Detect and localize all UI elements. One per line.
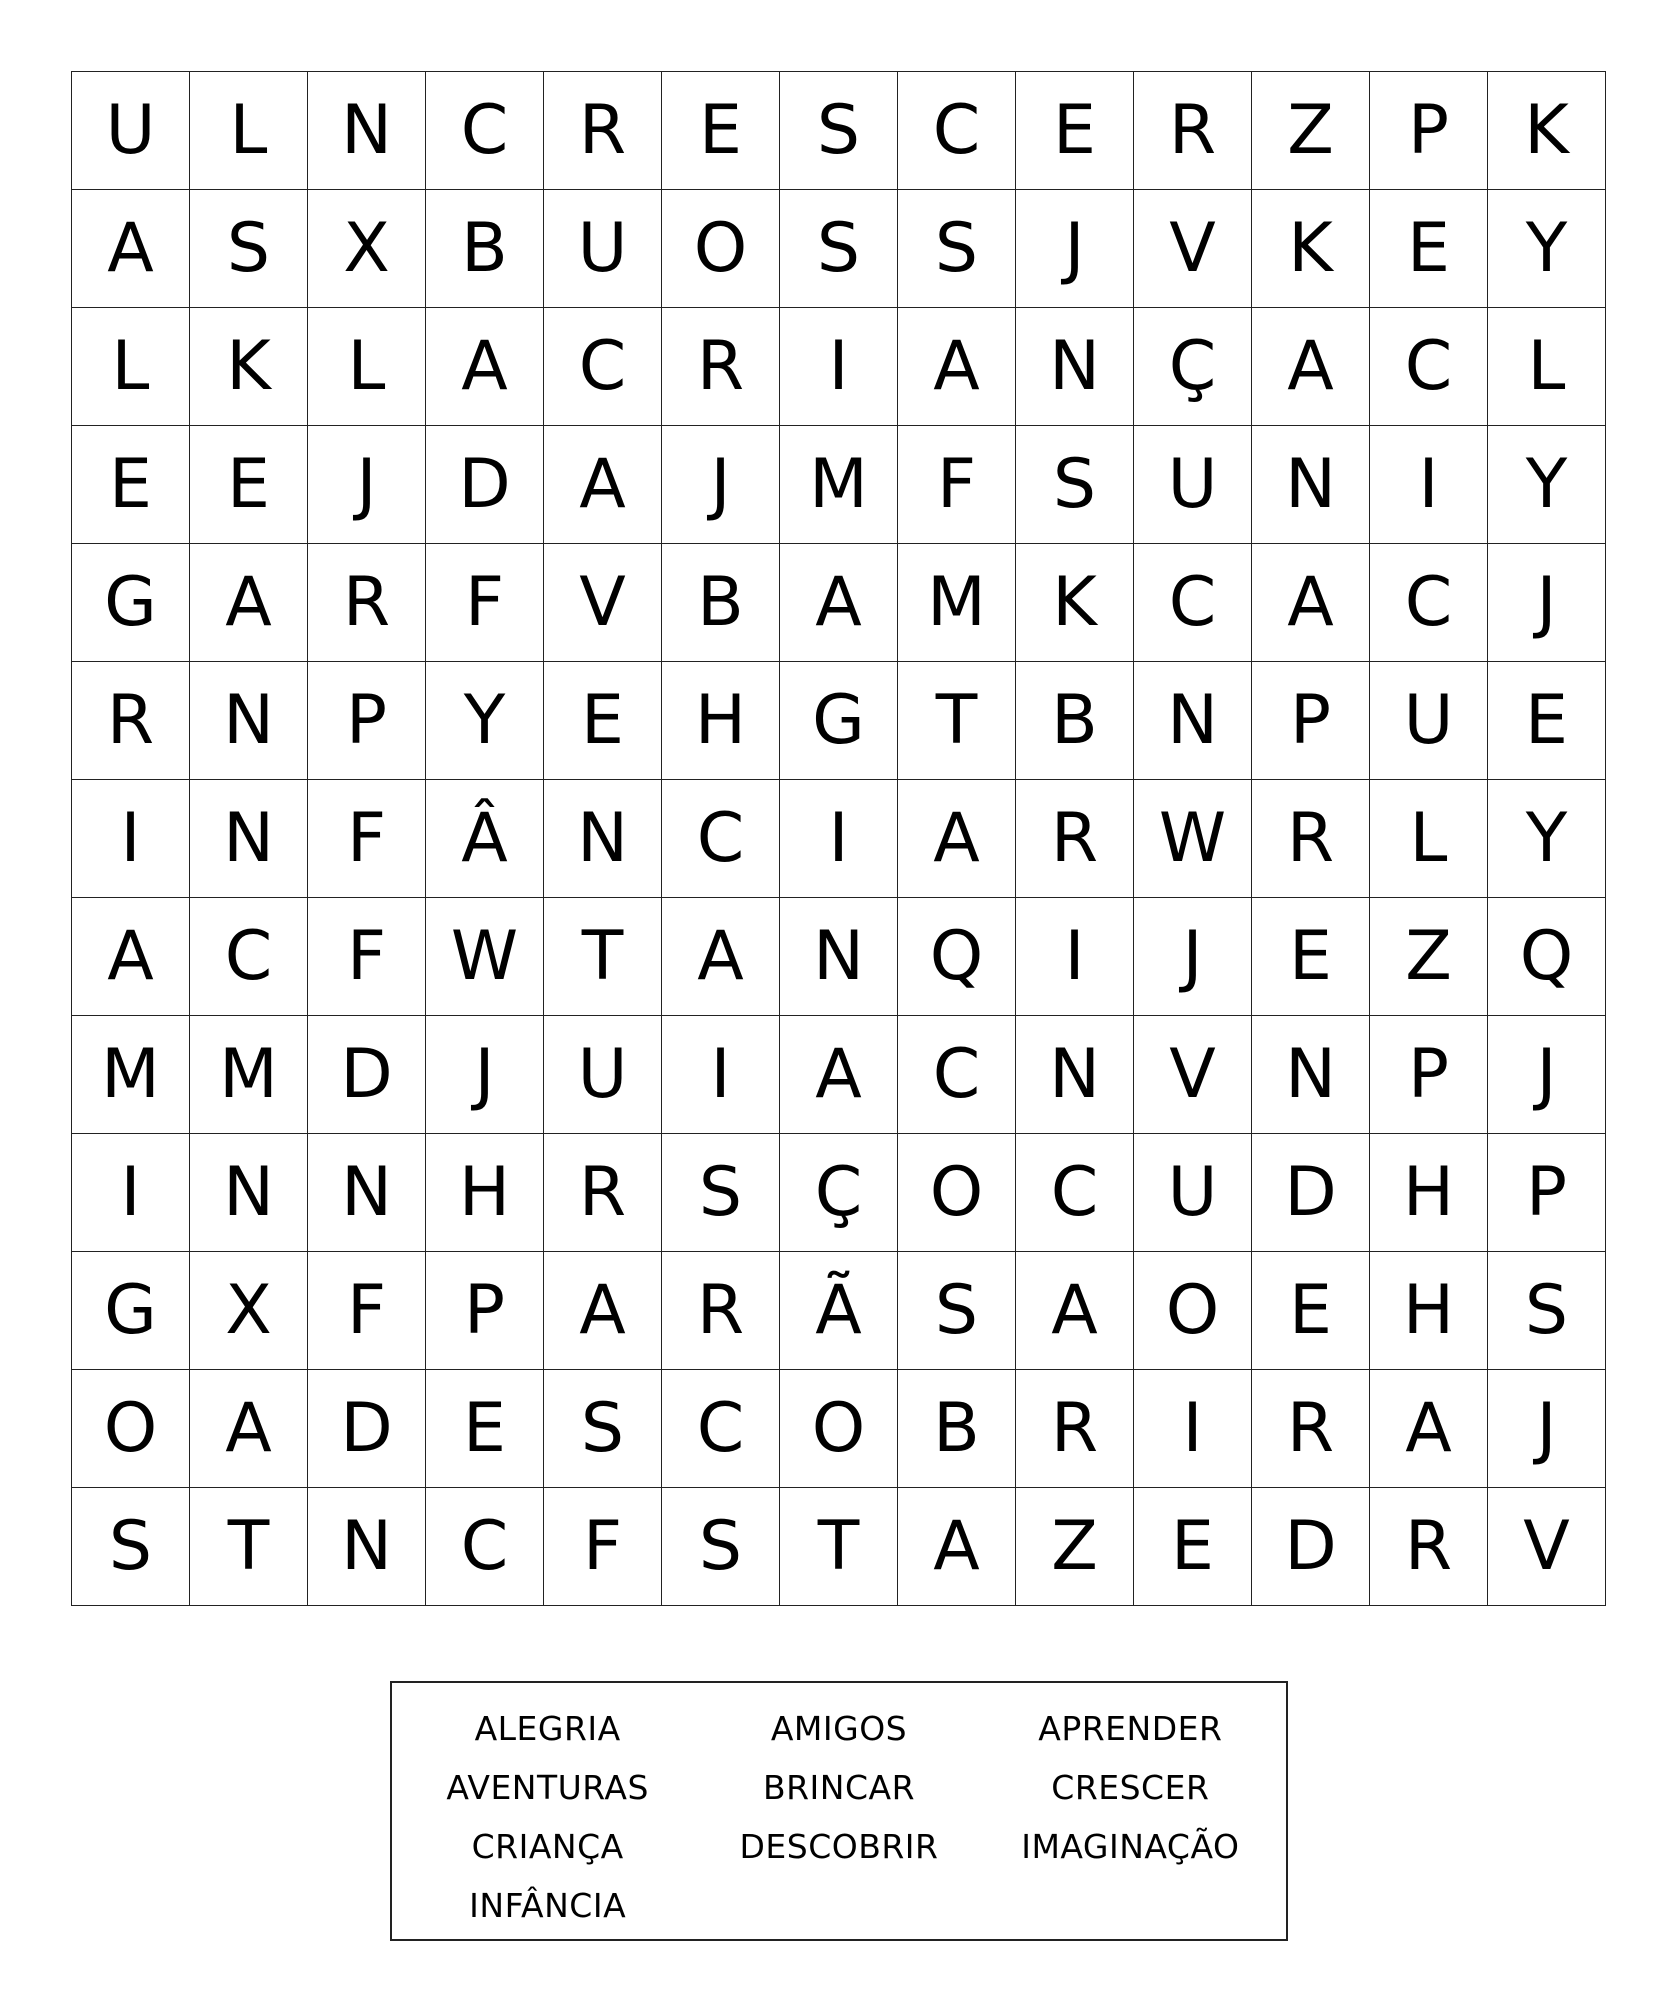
grid-cell[interactable]: T [780,1488,898,1606]
grid-cell[interactable]: S [780,190,898,308]
grid-cell[interactable]: J [426,1016,544,1134]
grid-cell[interactable]: E [1370,190,1488,308]
grid-cell[interactable]: P [1252,662,1370,780]
grid-cell[interactable]: P [1370,72,1488,190]
grid-cell[interactable]: D [426,426,544,544]
grid-cell[interactable]: N [190,662,308,780]
grid-cell[interactable]: P [426,1252,544,1370]
grid-cell[interactable]: N [1016,308,1134,426]
grid-cell[interactable]: I [72,780,190,898]
grid-cell[interactable]: Y [1488,426,1606,544]
grid-cell[interactable]: M [898,544,1016,662]
grid-cell[interactable]: S [662,1134,780,1252]
grid-cell[interactable]: O [662,190,780,308]
grid-cell[interactable]: E [426,1370,544,1488]
grid-cell[interactable]: S [898,190,1016,308]
grid-cell[interactable]: C [662,780,780,898]
grid-cell[interactable]: C [898,72,1016,190]
grid-cell[interactable]: Z [1252,72,1370,190]
grid-cell[interactable]: A [1252,308,1370,426]
grid-cell[interactable]: Y [426,662,544,780]
grid-cell[interactable]: S [190,190,308,308]
grid-cell[interactable]: C [898,1016,1016,1134]
grid-cell[interactable]: B [426,190,544,308]
grid-cell[interactable]: Z [1016,1488,1134,1606]
grid-cell[interactable]: M [190,1016,308,1134]
grid-cell[interactable]: A [426,308,544,426]
grid-cell[interactable]: F [308,1252,426,1370]
grid-cell[interactable]: X [308,190,426,308]
grid-cell[interactable]: S [662,1488,780,1606]
grid-cell[interactable]: P [1488,1134,1606,1252]
grid-cell[interactable]: S [898,1252,1016,1370]
grid-cell[interactable]: O [1134,1252,1252,1370]
grid-cell[interactable]: A [190,544,308,662]
grid-cell[interactable]: R [1252,1370,1370,1488]
grid-cell[interactable]: U [544,190,662,308]
grid-cell[interactable]: J [1488,1370,1606,1488]
grid-cell[interactable]: R [662,308,780,426]
grid-cell[interactable]: R [1134,72,1252,190]
grid-cell[interactable]: V [1134,1016,1252,1134]
word-list-item: CRESCER [1051,1768,1210,1807]
word-list-box [390,1681,1288,1941]
grid-cell[interactable]: E [1252,1252,1370,1370]
grid-cell[interactable]: A [780,544,898,662]
word-list-item: INFÂNCIA [469,1886,627,1925]
grid-cell[interactable]: N [544,780,662,898]
grid-cell[interactable]: G [72,544,190,662]
grid-cell[interactable]: T [190,1488,308,1606]
grid-cell[interactable]: C [1016,1134,1134,1252]
word-list-item: AMIGOS [770,1709,908,1748]
grid-cell[interactable]: Y [1488,190,1606,308]
grid-cell[interactable]: N [780,898,898,1016]
grid-cell[interactable]: R [1370,1488,1488,1606]
grid-cell[interactable]: C [544,308,662,426]
grid-cell[interactable]: U [72,72,190,190]
grid-cell[interactable]: P [308,662,426,780]
grid-cell[interactable]: U [1134,1134,1252,1252]
grid-cell[interactable]: A [72,190,190,308]
grid-cell[interactable]: J [1134,898,1252,1016]
grid-cell[interactable]: H [1370,1252,1488,1370]
word-list [392,1683,1286,1935]
grid-cell[interactable]: C [426,1488,544,1606]
grid-cell[interactable]: I [662,1016,780,1134]
grid-cell[interactable]: L [190,72,308,190]
grid-cell[interactable]: F [308,898,426,1016]
grid-cell[interactable]: Y [1488,780,1606,898]
grid-cell[interactable]: R [544,72,662,190]
grid-cell[interactable]: S [72,1488,190,1606]
grid-cell[interactable]: P [1370,1016,1488,1134]
grid-cell[interactable]: E [72,426,190,544]
word-list-item: DESCOBRIR [739,1827,939,1866]
grid-cell[interactable]: H [662,662,780,780]
grid-cell[interactable]: J [308,426,426,544]
grid-cell[interactable]: Q [898,898,1016,1016]
grid-cell[interactable]: I [780,780,898,898]
grid-cell[interactable]: A [898,780,1016,898]
grid-cell[interactable]: S [1488,1252,1606,1370]
grid-cell[interactable]: J [1488,544,1606,662]
grid-cell[interactable]: F [544,1488,662,1606]
grid-cell[interactable]: I [1370,426,1488,544]
grid-cell[interactable]: N [1016,1016,1134,1134]
grid-cell[interactable]: N [190,780,308,898]
grid-cell[interactable]: A [898,308,1016,426]
grid-cell[interactable]: Ç [1134,308,1252,426]
grid-cell[interactable]: T [898,662,1016,780]
grid-cell[interactable]: H [426,1134,544,1252]
grid-cell[interactable]: R [662,1252,780,1370]
word-list-item: BRINCAR [762,1768,916,1807]
grid-cell[interactable]: U [1370,662,1488,780]
grid-cell[interactable]: Q [1488,898,1606,1016]
grid-cell[interactable]: K [1252,190,1370,308]
grid-cell[interactable]: W [1134,780,1252,898]
grid-cell[interactable]: I [1134,1370,1252,1488]
grid-cell[interactable]: L [1370,780,1488,898]
grid-cell[interactable]: S [544,1370,662,1488]
grid-cell[interactable]: C [1370,544,1488,662]
grid-cell[interactable]: A [1016,1252,1134,1370]
grid-cell[interactable]: N [1252,1016,1370,1134]
grid-cell[interactable]: O [898,1134,1016,1252]
word-list-item: IMAGINAÇÃO [1021,1827,1240,1866]
word-list-item: CRIANÇA [471,1827,624,1866]
grid-cell[interactable]: U [1134,426,1252,544]
grid-cell[interactable]: E [1252,898,1370,1016]
grid-cell[interactable]: E [1134,1488,1252,1606]
grid-cell[interactable]: K [1488,72,1606,190]
grid-cell[interactable]: S [1016,426,1134,544]
word-list-item: APRENDER [1038,1709,1223,1748]
grid-cell[interactable]: C [1370,308,1488,426]
letter-grid [71,71,1606,1606]
grid-cell[interactable]: A [190,1370,308,1488]
grid-cell[interactable]: H [1370,1134,1488,1252]
grid-cell[interactable]: R [1016,780,1134,898]
grid-cell[interactable]: C [1134,544,1252,662]
grid-cell[interactable]: L [1488,308,1606,426]
word-list-item: ALEGRIA [474,1709,621,1748]
grid-cell[interactable]: J [1016,190,1134,308]
grid-cell[interactable]: C [662,1370,780,1488]
grid-cell[interactable]: M [72,1016,190,1134]
grid-cell[interactable]: R [308,544,426,662]
grid-cell[interactable]: X [190,1252,308,1370]
grid-cell[interactable]: C [426,72,544,190]
grid-cell[interactable]: R [544,1134,662,1252]
grid-cell[interactable]: A [898,1488,1016,1606]
grid-cell[interactable]: Z [1370,898,1488,1016]
grid-cell[interactable]: C [190,898,308,1016]
grid-cell[interactable]: N [1252,426,1370,544]
grid-cell[interactable]: Ç [780,1134,898,1252]
grid-cell[interactable]: A [72,898,190,1016]
word-list-column [693,1699,984,1935]
grid-cell[interactable]: G [72,1252,190,1370]
grid-cell[interactable]: A [780,1016,898,1134]
grid-cell[interactable]: F [426,544,544,662]
grid-cell[interactable]: A [544,1252,662,1370]
grid-cell[interactable]: A [1370,1370,1488,1488]
grid-cell[interactable]: R [1252,780,1370,898]
grid-cell[interactable]: E [662,72,780,190]
grid-cell[interactable]: J [662,426,780,544]
grid-cell[interactable]: A [544,426,662,544]
grid-cell[interactable]: K [190,308,308,426]
grid-cell[interactable]: N [1134,662,1252,780]
grid-cell[interactable]: O [72,1370,190,1488]
grid-cell[interactable]: N [308,72,426,190]
grid-cell[interactable]: G [780,662,898,780]
grid-cell[interactable]: J [1488,1016,1606,1134]
grid-cell[interactable]: A [662,898,780,1016]
grid-cell[interactable]: R [1016,1370,1134,1488]
grid-cell[interactable]: R [72,662,190,780]
grid-cell[interactable]: E [1016,72,1134,190]
grid-cell[interactable]: I [780,308,898,426]
word-list-column [402,1699,693,1935]
grid-cell[interactable]: B [1016,662,1134,780]
grid-cell[interactable]: T [544,898,662,1016]
grid-cell[interactable]: B [662,544,780,662]
grid-cell[interactable]: V [544,544,662,662]
grid-cell[interactable]: F [898,426,1016,544]
grid-cell[interactable]: V [1488,1488,1606,1606]
grid-cell[interactable]: D [308,1370,426,1488]
grid-cell[interactable]: A [1252,544,1370,662]
grid-cell[interactable]: D [1252,1488,1370,1606]
grid-cell[interactable]: B [898,1370,1016,1488]
grid-cell[interactable]: D [1252,1134,1370,1252]
grid-cell[interactable]: V [1134,190,1252,308]
grid-cell[interactable]: L [308,308,426,426]
grid-cell[interactable]: O [780,1370,898,1488]
grid-cell[interactable]: Ã [780,1252,898,1370]
grid-cell[interactable]: N [308,1488,426,1606]
grid-cell[interactable]: E [544,662,662,780]
grid-cell[interactable]: I [1016,898,1134,1016]
grid-cell[interactable]: E [1488,662,1606,780]
grid-cell[interactable]: E [190,426,308,544]
grid-cell[interactable]: L [72,308,190,426]
grid-cell[interactable]: N [190,1134,308,1252]
grid-cell[interactable]: M [780,426,898,544]
grid-cell[interactable]: W [426,898,544,1016]
grid-cell[interactable]: F [308,780,426,898]
grid-cell[interactable]: D [308,1016,426,1134]
word-list-column [985,1699,1276,1935]
grid-cell[interactable]: K [1016,544,1134,662]
grid-cell[interactable]: S [780,72,898,190]
grid-cell[interactable]: I [72,1134,190,1252]
word-list-item: AVENTURAS [446,1768,649,1807]
grid-cell[interactable]: Â [426,780,544,898]
grid-cell[interactable]: N [308,1134,426,1252]
grid-cell[interactable]: U [544,1016,662,1134]
